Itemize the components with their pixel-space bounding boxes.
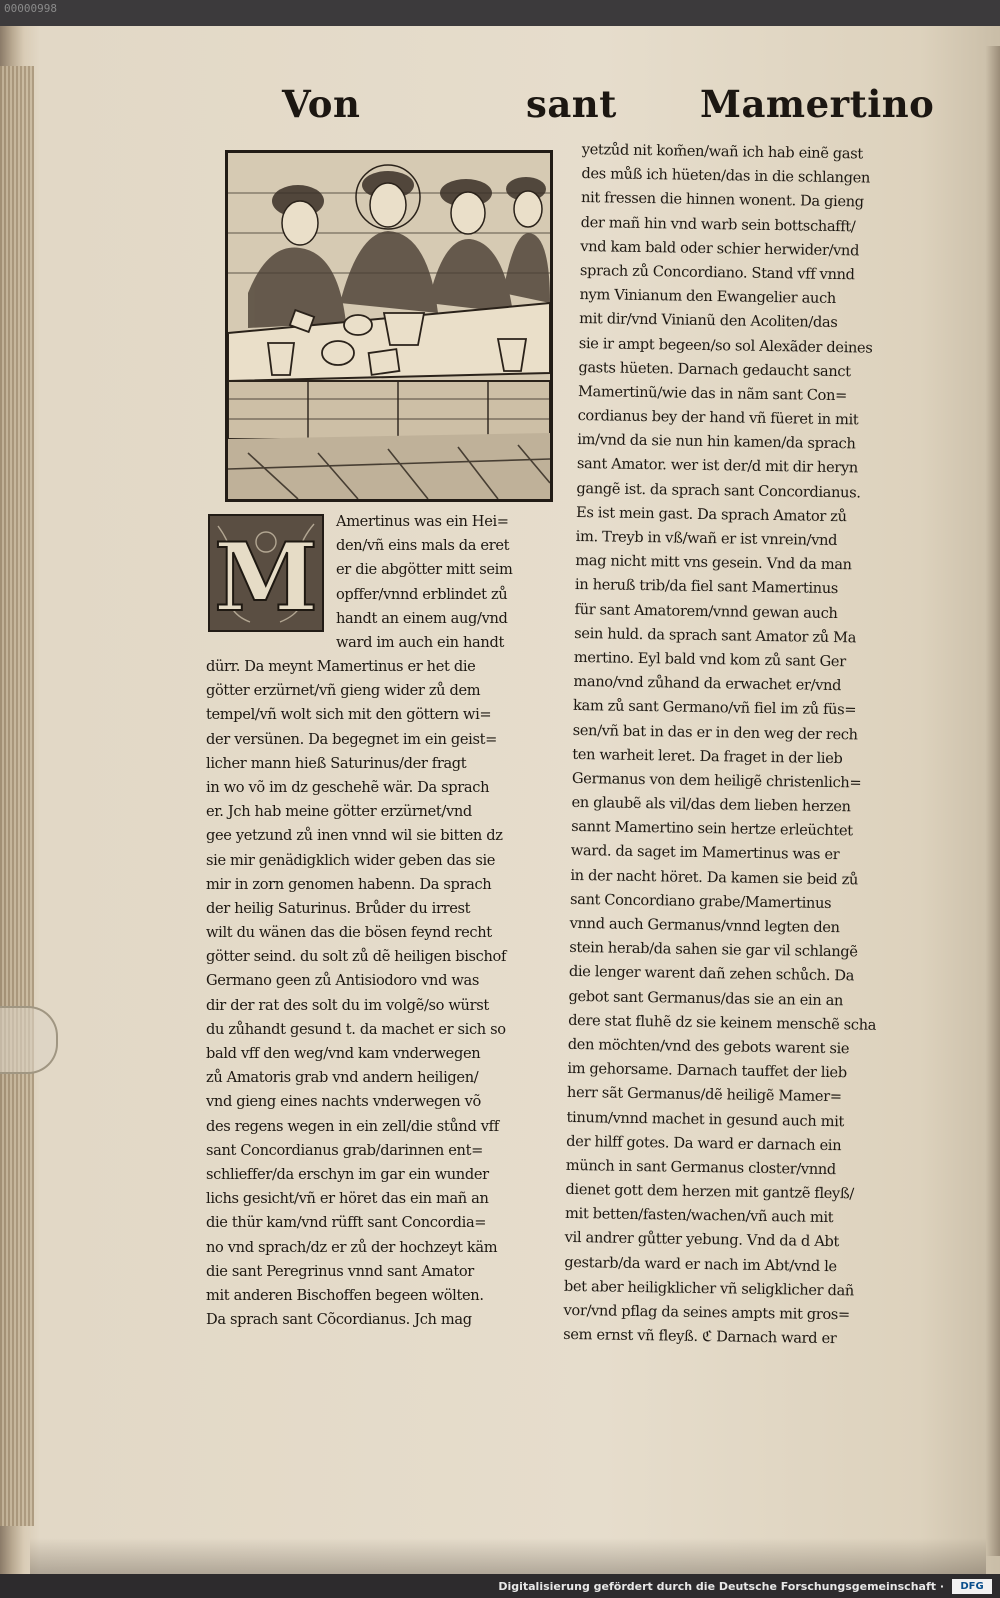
text-column-right (563, 138, 938, 1353)
text-line: opffer/vnnd erblindet zů (336, 585, 508, 603)
text-line: götter seind. du solt zů dẽ heiligen bischof (206, 948, 507, 966)
text-line: die sant Peregrinus vnnd sant Amator (206, 1262, 474, 1280)
text-line: der mañ hin vnd warb sein bottschafft/ (580, 213, 856, 235)
text-line: vnd kam bald oder schier herwider/vnd (580, 237, 860, 260)
text-column-left-beside-initial (336, 510, 568, 655)
text-line: die thür kam/vnd rüfft sant Concordia= (206, 1214, 487, 1232)
text-line: den/vñ eins mals da eret (336, 537, 510, 555)
text-line: in heruß trib/da fiel sant Mamertinus (574, 576, 839, 598)
text-line: handt an einem aug/vnd (336, 609, 508, 627)
text-line: lichs gesicht/vñ er höret das ein mañ an (206, 1190, 489, 1208)
text-line: in wo võ im dz geschehẽ wär. Da sprach (206, 778, 490, 796)
text-line: sant Concordianus grab/darinnen ent= (206, 1141, 483, 1159)
text-line: mano/vnd zůhand da erwachet er/vnd (573, 673, 842, 695)
page-edges-right (986, 46, 1000, 1556)
text-line: sprach zů Concordiano. Stand vff vnnd (579, 261, 855, 284)
footer-bar (0, 1574, 1000, 1598)
text-line: herr sãt Germanus/dẽ heiligẽ Mamer= (566, 1084, 842, 1106)
text-line: tempel/vñ wolt sich mit den göttern wi= (206, 706, 492, 724)
text-line: ward im auch ein handt (336, 633, 504, 651)
text-line: ten warheit leret. Da fraget in der lieb (572, 745, 843, 767)
page-edges-left (0, 66, 34, 1526)
text-line: gangẽ ist. da sprach sant Concordianus. (576, 479, 861, 502)
text-line: licher mann hieß Saturinus/der fragt (206, 754, 467, 772)
text-line: stein herab/da sahen sie gar vil schlangẽ (569, 939, 858, 961)
text-line: im/vnd da sie nun hin kamen/da sprach (577, 431, 856, 453)
text-line: bald vff den weg/vnd kam vnderwegen (206, 1045, 481, 1062)
text-line: Amertinus was ein Hei= (336, 513, 509, 530)
text-line: mir in zorn genomen habenn. Da sprach (206, 875, 492, 893)
text-line: no vnd sprach/dz er zů der hochzeyt käm (206, 1238, 498, 1256)
text-line: kam zů sant Germano/vñ fiel im zů füs= (572, 697, 857, 719)
text-line: sen/vñ bat in das er in den weg der rech (572, 721, 858, 743)
text-line: im gehorsame. Darnach tauffet der lieb (567, 1060, 847, 1082)
text-line: der versünen. Da begegnet im ein geist= (206, 730, 497, 748)
text-line: sant Concordiano grabe/Mamertinus (569, 890, 832, 912)
text-line: dere stat fluhẽ dz sie keinem menschẽ scha (568, 1011, 877, 1034)
text-line: Da sprach sant Cõcordianus. Jch mag (206, 1311, 472, 1329)
text-line: der heilig Saturinus. Brůder du irrest (206, 899, 471, 917)
text-line: er die abgötter mitt seim (336, 561, 513, 579)
text-line: bet aber heiligklicher vñ seligklicher dañ (563, 1277, 855, 1300)
text-line: mertino. Eyl bald vnd kom zů sant Ger (573, 648, 846, 671)
running-head (270, 66, 935, 136)
text-line: Mamertinũ/wie das in nãm sant Con= (577, 382, 848, 405)
text-line: sant Amator. wer ist der/d mit dir heryn (576, 455, 859, 477)
running-head-word: Mamertino (700, 82, 935, 126)
text-line: sie mir genädigklich wider geben das sie (206, 851, 496, 869)
dfg-logo[interactable]: DFG (952, 1579, 992, 1594)
text-line: nit fressen die hinnen wonent. Da gieng (580, 189, 864, 211)
woodcut-illustration (225, 150, 553, 502)
text-line: sem ernst vñ fleyß. ℭ Darnach ward er (563, 1326, 837, 1348)
running-head-word: sant (526, 82, 617, 126)
text-line: vnd gieng eines nachts vnderwegen võ (206, 1093, 481, 1111)
text-line: mit betten/fasten/wachen/vñ auch mit (564, 1205, 834, 1227)
text-line: nym Vinianum den Ewangelier auch (579, 286, 837, 308)
text-line: der hilff gotes. Da ward er darnach ein (566, 1132, 842, 1154)
text-line: ward. da saget im Mamertinus was er (570, 842, 840, 864)
text-line: gestarb/da ward er nach im Abt/vnd le (564, 1253, 837, 1275)
text-line: zů Amatoris grab vnd andern heiligen/ (206, 1069, 479, 1087)
text-line: götter erzürnet/vñ gieng wider zů dem (206, 682, 481, 700)
page-tab-marker (0, 1006, 58, 1074)
text-column-left (206, 655, 568, 1332)
text-line: Germanus von dem heiligẽ christenlich= (571, 769, 862, 792)
text-line: münch in sant Germanus closter/vnnd (565, 1156, 836, 1178)
text-line: Germano geen zů Antisiodoro vnd was (206, 972, 480, 990)
text-line: vor/vnd pflag da seines ampts mit gros= (563, 1301, 851, 1324)
text-line: dienet gott dem herzen mit gantzẽ fleyß/ (565, 1180, 855, 1203)
text-line: dürr. Da meynt Mamertinus er het die (206, 658, 476, 675)
text-line: dir der rat des solt du im volgẽ/so würst (206, 996, 489, 1014)
text-line: des můß ich hüeten/das in die schlangen (581, 165, 871, 187)
text-line: für sant Amatorem/vnnd gewan auch (574, 600, 838, 622)
text-line: mit dir/vnd Vinianũ den Acoliten/das (579, 310, 838, 332)
page-bottom-shadow (30, 1538, 986, 1574)
svg-text:M: M (213, 523, 319, 630)
decorated-initial-m (208, 514, 324, 632)
text-line: die lenger warent dañ zehen schůch. Da (568, 963, 855, 985)
text-line: gasts hüeten. Darnach gedaucht sanct (578, 358, 851, 380)
funding-credit: Digitalisierung gefördert durch die Deutsche Forschungsgemeinschaft · (498, 1580, 944, 1593)
text-line: vil andrer gůtter yebung. Vnd da d Abt (564, 1229, 840, 1251)
text-line: schlieffer/da erschyn im gar ein wunder (206, 1165, 489, 1183)
text-line: gebot sant Germanus/das sie an ein an (568, 987, 844, 1009)
text-line: im. Treyb in vß/wañ er ist vnrein/vnd (575, 527, 838, 550)
text-line: yetzůd nit kom̃en/wañ ich hab einẽ gast (581, 140, 863, 163)
text-line: gee yetzund zů inen vnnd wil sie bitten dz (206, 827, 503, 845)
text-line: des regens wegen in ein zell/die stůnd vff (206, 1117, 499, 1135)
text-line: sie ir ampt begeen/so sol Alexãder deines (578, 334, 873, 357)
text-line: in der nacht höret. Da kamen sie beid zů (570, 866, 859, 889)
text-line: wilt du wänen das die bösen feynd recht (206, 924, 492, 942)
text-line: tinum/vnnd machet in gesund auch mit (566, 1108, 845, 1130)
scan-id: 00000998 (4, 2, 57, 15)
text-line: Es ist mein gast. Da sprach Amator zů (575, 503, 847, 526)
text-line: sein huld. da sprach sant Amator zů Ma (574, 624, 857, 647)
text-line: den möchten/vnd des gebots warent sie (567, 1035, 850, 1058)
text-line: vnnd auch Germanus/vnnd legten den (569, 914, 840, 937)
text-line: er. Jch hab meine götter erzürnet/vnd (206, 803, 472, 821)
text-line: du zůhandt gesund t. da machet er sich so (206, 1020, 506, 1038)
text-line: mag nicht mitt vns gesein. Vnd da man (575, 552, 852, 574)
text-line: mit anderen Bischoffen begeen wölten. (206, 1286, 484, 1304)
text-line: sannt Mamertino sein hertze erleüchtet (571, 818, 853, 840)
text-line: en glaubẽ als vil/das dem lieben herzen (571, 793, 851, 816)
text-line: cordianus bey der hand vñ füeret in mit (577, 407, 859, 429)
running-head-word: Von (282, 82, 361, 126)
